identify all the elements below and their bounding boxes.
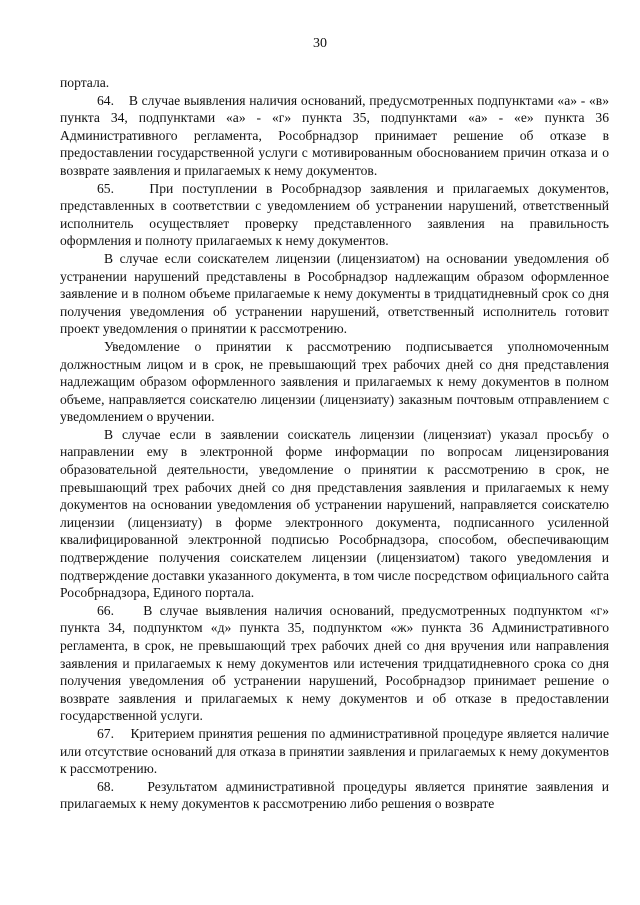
paragraph-65-case: В случае если соискателем лицензии (лицензиатом) на основании уведомления об устранении нарушений представлены в Рособрнадзор надлежащим образом оформленное заявление и в полном объеме прилагаемые к нему документы в тридцатидневный срок со дня получения уведомления об устранении нарушений, ответственный исполнитель готовит проект уведомления о принятии к рассмотрению. <box>60 250 609 337</box>
page-number: 30 <box>313 36 327 51</box>
paragraph-65: 65. При поступлении в Рособрнадзор заявления и прилагаемых документов, представленных в соответствии с уведомлением об устранении нарушений, ответственный исполнитель осуществляет проверку представленного заявления на правильность оформления и полноту прилагаемых к нему документов. <box>60 180 609 249</box>
paragraph-continuation: портала. <box>60 75 110 90</box>
paragraph-65-electronic: В случае если в заявлении соискатель лицензии (лицензиат) указал просьбу о направлении ему в электронной форме информации по вопросам лицензирования образовательной деятельности, уведомление о принятии к рассмотрению в срок, не превышающий трех рабочих дней со дня представления заявления и прилагаемых к нему документов на основании уведомления об устранении нарушений, направляется соискателю лицензии (лицензиату) в форме электронного документа, подписанного усиленной квалифицированной электронной подписью Рособрнадзора, способом, обеспечивающим подтверждение получения соискателем лицензии (лицензиатом) такого уведомления и подтверждение доставки указанного документа, в том числе посредством официального сайта Рособрнадзора, Единого портала. <box>60 426 609 601</box>
paragraph-65-notification: Уведомление о принятии к рассмотрению подписывается уполномоченным должностным лицом и в срок, не превышающий трех рабочих дней со дня представления надлежащим образом оформленного заявления и прилагаемых к нему документов в полном объеме, направляется соискателю лицензии (лицензиату) заказным почтовым отправлением с уведомлением о вручении. <box>60 338 609 425</box>
document-body <box>60 74 609 813</box>
paragraph-67: 67. Критерием принятия решения по административной процедуре является наличие или отсутствие оснований для отказа в принятии заявления и прилагаемых к нему документов к рассмотрению. <box>60 725 609 777</box>
paragraph-64: 64. В случае выявления наличия оснований, предусмотренных подпунктами «а» - «в» пункта 34, подпунктами «а» - «г» пункта 35, подпунктами «а» - «е» пункта 36 Административного регламента, Рособрнадзор принимает решение об отказе в предоставлении государственной услуги с мотивированным обоснованием причин отказа и о возврате заявления и прилагаемых к нему документов. <box>60 92 609 178</box>
paragraph-66: 66. В случае выявления наличия оснований, предусмотренных подпунктом «г» пункта 34, подпунктом «д» пункта 35, подпунктом «ж» пункта 36 Административного регламента, в срок, не превышающий трех рабочих дней со дня вручения или направления заявления и прилагаемых к нему документов или истечения тридцатидневного срока со дня получения уведомления об устранении нарушений, Рособрнадзор принимает решение о возврате заявления и прилагаемых к нему документов и об отказе в предоставлении государственной услуги. <box>60 602 609 724</box>
paragraph-68: 68. Результатом административной процедуры является принятие заявления и прилагаемых к нему документов к рассмотрению либо решения о возврате <box>60 778 609 812</box>
